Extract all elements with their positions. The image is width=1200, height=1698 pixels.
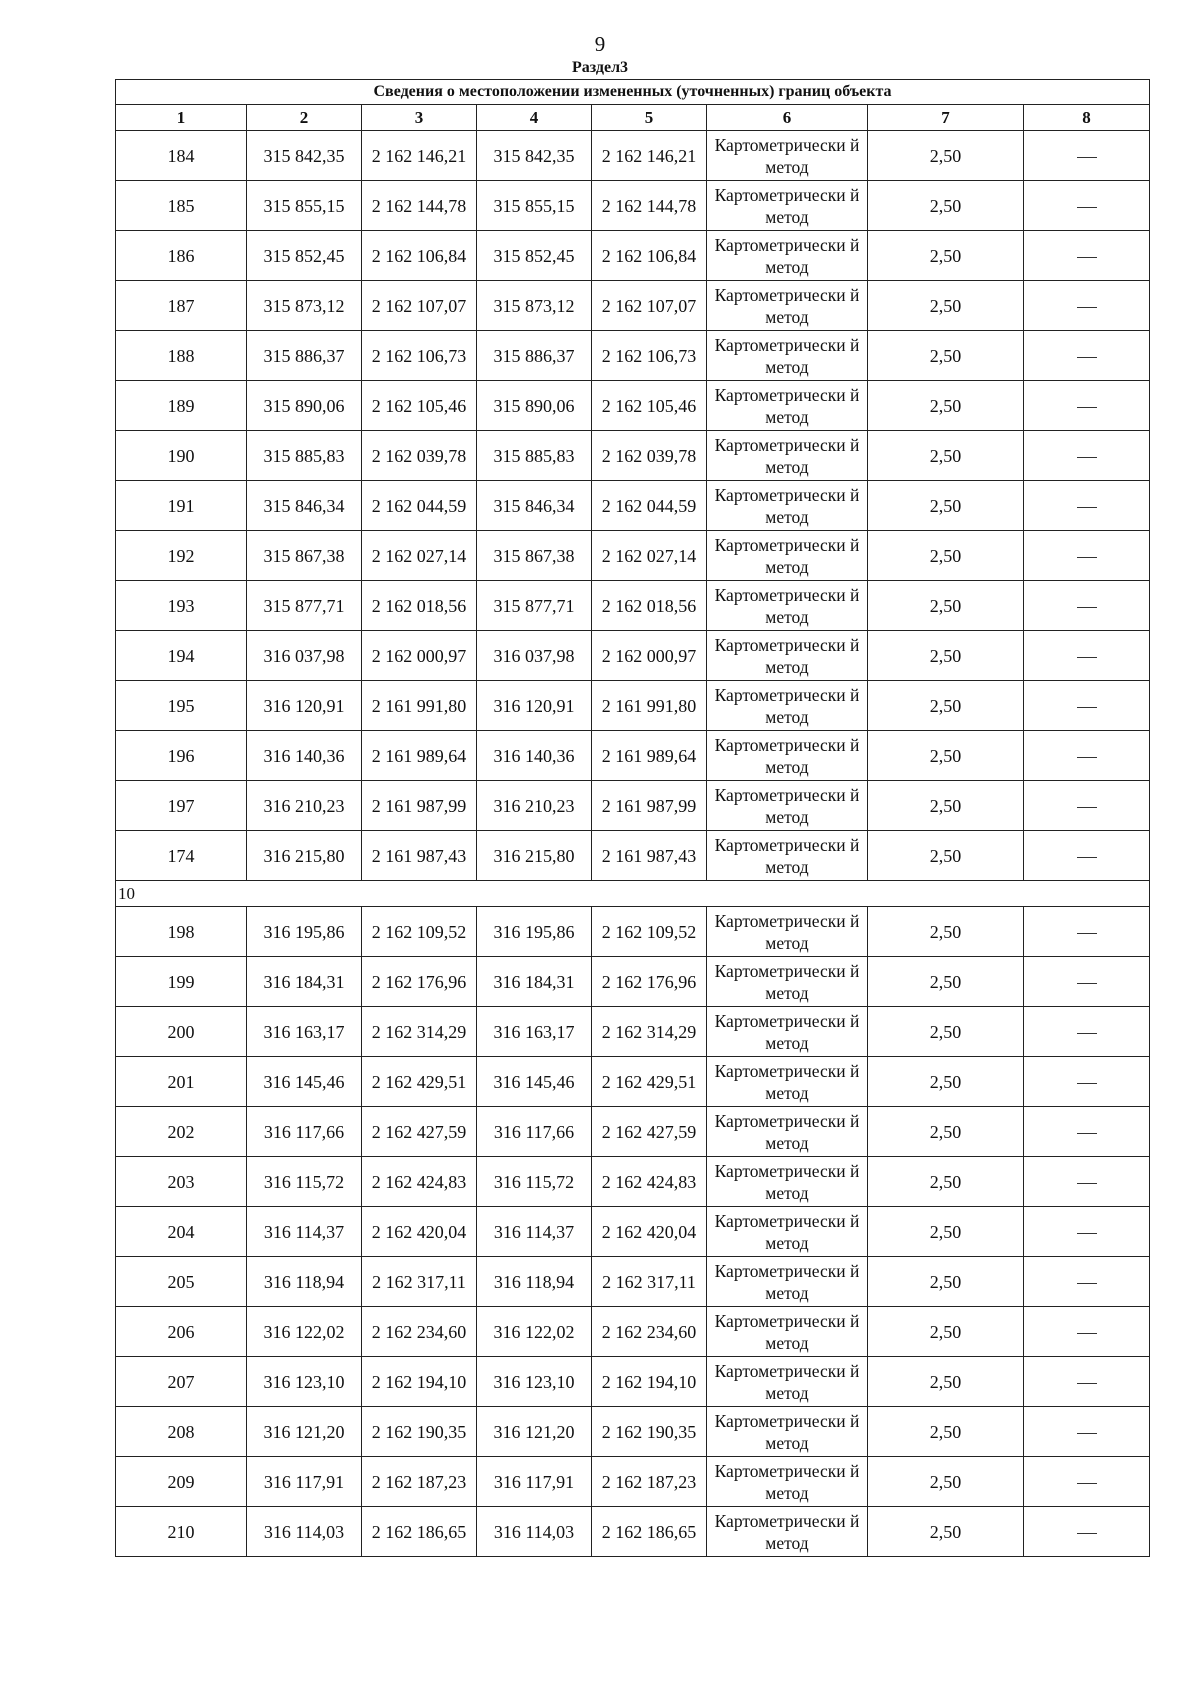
point-number-cell: 203 [116,1157,247,1207]
x-new-cell: 316 140,36 [477,731,592,781]
table-row [116,1457,1150,1507]
method-cell: Картометрически й метод [707,1157,868,1207]
table-row [116,1407,1150,1457]
description-cell [1024,1207,1150,1257]
accuracy-cell: 2,50 [868,1407,1024,1457]
y-old-cell: 2 162 018,56 [362,581,477,631]
point-number-cell: 195 [116,681,247,731]
method-cell: Картометрически й метод [707,231,868,281]
y-old-cell: 2 161 991,80 [362,681,477,731]
method-cell: Картометрически й метод [707,1357,868,1407]
accuracy-cell: 2,50 [868,831,1024,881]
dash-mark [1077,357,1097,358]
description-cell [1024,331,1150,381]
table-row [116,1357,1150,1407]
table-row [116,481,1150,531]
accuracy-cell: 2,50 [868,1357,1024,1407]
y-old-cell: 2 162 234,60 [362,1307,477,1357]
y-new-cell: 2 162 429,51 [592,1057,707,1107]
description-cell [1024,731,1150,781]
table-row [116,681,1150,731]
accuracy-cell: 2,50 [868,181,1024,231]
x-new-cell: 315 842,35 [477,131,592,181]
dash-mark [1077,1133,1097,1134]
x-new-cell: 315 846,34 [477,481,592,531]
x-new-cell: 316 121,20 [477,1407,592,1457]
column-number-row [116,105,1150,131]
description-cell [1024,1107,1150,1157]
x-new-cell: 316 037,98 [477,631,592,681]
y-old-cell: 2 162 420,04 [362,1207,477,1257]
table-row [116,907,1150,957]
table-row [116,531,1150,581]
point-number-cell: 193 [116,581,247,631]
x-new-cell: 316 195,86 [477,907,592,957]
y-new-cell: 2 161 987,99 [592,781,707,831]
x-old-cell: 316 037,98 [247,631,362,681]
x-new-cell: 316 215,80 [477,831,592,881]
point-number-cell: 191 [116,481,247,531]
description-cell [1024,431,1150,481]
table-row [116,1057,1150,1107]
description-cell [1024,781,1150,831]
dash-mark [1077,707,1097,708]
point-number-cell: 202 [116,1107,247,1157]
dash-mark [1077,607,1097,608]
point-number-cell: 194 [116,631,247,681]
column-number: 2 [247,105,362,131]
dash-mark [1077,1083,1097,1084]
table-row [116,581,1150,631]
x-old-cell: 316 122,02 [247,1307,362,1357]
column-number: 5 [592,105,707,131]
table-row [116,731,1150,781]
description-cell [1024,907,1150,957]
x-old-cell: 316 118,94 [247,1257,362,1307]
point-number-cell: 199 [116,957,247,1007]
point-number-cell: 186 [116,231,247,281]
method-cell: Картометрически й метод [707,1507,868,1557]
description-cell [1024,1457,1150,1507]
accuracy-cell: 2,50 [868,381,1024,431]
x-new-cell: 316 210,23 [477,781,592,831]
point-number-cell: 209 [116,1457,247,1507]
accuracy-cell: 2,50 [868,1057,1024,1107]
x-old-cell: 316 195,86 [247,907,362,957]
table-row [116,431,1150,481]
accuracy-cell: 2,50 [868,907,1024,957]
accuracy-cell: 2,50 [868,957,1024,1007]
table-row [116,781,1150,831]
description-cell [1024,1007,1150,1057]
method-cell: Картометрически й метод [707,731,868,781]
table-row [116,1107,1150,1157]
table-row [116,1207,1150,1257]
column-number: 6 [707,105,868,131]
method-cell: Картометрически й метод [707,1257,868,1307]
point-number-cell: 207 [116,1357,247,1407]
x-new-cell: 316 117,91 [477,1457,592,1507]
x-new-cell: 316 115,72 [477,1157,592,1207]
y-new-cell: 2 162 105,46 [592,381,707,431]
point-number-cell: 198 [116,907,247,957]
table-row [116,1007,1150,1057]
y-old-cell: 2 162 317,11 [362,1257,477,1307]
x-old-cell: 316 114,37 [247,1207,362,1257]
x-new-cell: 315 855,15 [477,181,592,231]
description-cell [1024,581,1150,631]
x-new-cell: 315 877,71 [477,581,592,631]
x-old-cell: 316 117,66 [247,1107,362,1157]
dash-mark [1077,1433,1097,1434]
point-number-cell: 190 [116,431,247,481]
x-old-cell: 315 885,83 [247,431,362,481]
description-cell [1024,381,1150,431]
y-old-cell: 2 162 144,78 [362,181,477,231]
description-cell [1024,681,1150,731]
y-new-cell: 2 162 000,97 [592,631,707,681]
point-number-cell: 174 [116,831,247,881]
description-cell [1024,1507,1150,1557]
x-new-cell: 316 163,17 [477,1007,592,1057]
description-cell [1024,957,1150,1007]
y-new-cell: 2 162 176,96 [592,957,707,1007]
x-new-cell: 316 120,91 [477,681,592,731]
accuracy-cell: 2,50 [868,1457,1024,1507]
point-number-cell: 185 [116,181,247,231]
accuracy-cell: 2,50 [868,231,1024,281]
accuracy-cell: 2,50 [868,631,1024,681]
x-old-cell: 316 120,91 [247,681,362,731]
table-row [116,381,1150,431]
method-cell: Картометрически й метод [707,381,868,431]
accuracy-cell: 2,50 [868,731,1024,781]
accuracy-cell: 2,50 [868,1307,1024,1357]
table-row [116,1257,1150,1307]
method-cell: Картометрически й метод [707,581,868,631]
method-cell: Картометрически й метод [707,631,868,681]
y-new-cell: 2 162 194,10 [592,1357,707,1407]
description-cell [1024,481,1150,531]
accuracy-cell: 2,50 [868,1107,1024,1157]
description-cell [1024,1257,1150,1307]
point-number-cell: 204 [116,1207,247,1257]
method-cell: Картометрически й метод [707,1057,868,1107]
x-new-cell: 315 890,06 [477,381,592,431]
x-old-cell: 316 121,20 [247,1407,362,1457]
x-old-cell: 315 877,71 [247,581,362,631]
dash-mark [1077,757,1097,758]
column-number: 1 [116,105,247,131]
accuracy-cell: 2,50 [868,431,1024,481]
table-row [116,631,1150,681]
x-new-cell: 316 123,10 [477,1357,592,1407]
y-new-cell: 2 162 106,84 [592,231,707,281]
x-new-cell: 315 867,38 [477,531,592,581]
column-number: 4 [477,105,592,131]
dash-mark [1077,1283,1097,1284]
dash-mark [1077,1533,1097,1534]
x-old-cell: 315 852,45 [247,231,362,281]
accuracy-cell: 2,50 [868,531,1024,581]
x-old-cell: 315 867,38 [247,531,362,581]
method-cell: Картометрически й метод [707,907,868,957]
y-old-cell: 2 162 106,84 [362,231,477,281]
accuracy-cell: 2,50 [868,131,1024,181]
dash-mark [1077,257,1097,258]
x-new-cell: 316 184,31 [477,957,592,1007]
accuracy-cell: 2,50 [868,481,1024,531]
y-new-cell: 2 162 107,07 [592,281,707,331]
table-row [116,831,1150,881]
dash-mark [1077,507,1097,508]
dash-mark [1077,407,1097,408]
y-new-cell: 2 162 144,78 [592,181,707,231]
x-new-cell: 316 118,94 [477,1257,592,1307]
x-new-cell: 315 886,37 [477,331,592,381]
table-caption: Сведения о местоположении измененных (уточненных) границ объекта [116,80,1150,105]
method-cell: Картометрически й метод [707,1107,868,1157]
description-cell [1024,1057,1150,1107]
x-old-cell: 315 890,06 [247,381,362,431]
y-new-cell: 2 162 187,23 [592,1457,707,1507]
y-old-cell: 2 162 190,35 [362,1407,477,1457]
x-new-cell: 315 852,45 [477,231,592,281]
table-row [116,1507,1150,1557]
method-cell: Картометрически й метод [707,831,868,881]
contour-group-row [116,881,1150,907]
point-number-cell: 208 [116,1407,247,1457]
x-old-cell: 315 855,15 [247,181,362,231]
accuracy-cell: 2,50 [868,581,1024,631]
y-new-cell: 2 162 234,60 [592,1307,707,1357]
method-cell: Картометрически й метод [707,781,868,831]
y-new-cell: 2 161 989,64 [592,731,707,781]
dash-mark [1077,657,1097,658]
description-cell [1024,1157,1150,1207]
y-old-cell: 2 161 987,43 [362,831,477,881]
description-cell [1024,281,1150,331]
x-old-cell: 315 886,37 [247,331,362,381]
point-number-cell: 197 [116,781,247,831]
dash-mark [1077,1183,1097,1184]
dash-mark [1077,1033,1097,1034]
table-row [116,1157,1150,1207]
description-cell [1024,1357,1150,1407]
dash-mark [1077,557,1097,558]
x-old-cell: 316 184,31 [247,957,362,1007]
accuracy-cell: 2,50 [868,681,1024,731]
y-old-cell: 2 161 987,99 [362,781,477,831]
y-new-cell: 2 162 317,11 [592,1257,707,1307]
x-old-cell: 316 163,17 [247,1007,362,1057]
table-row [116,231,1150,281]
page-number: 9 [594,32,606,56]
accuracy-cell: 2,50 [868,1507,1024,1557]
x-old-cell: 316 117,91 [247,1457,362,1507]
x-new-cell: 315 885,83 [477,431,592,481]
y-old-cell: 2 162 429,51 [362,1057,477,1107]
description-cell [1024,181,1150,231]
description-cell [1024,1307,1150,1357]
method-cell: Картометрически й метод [707,1007,868,1057]
y-new-cell: 2 162 146,21 [592,131,707,181]
dash-mark [1077,157,1097,158]
y-new-cell: 2 162 039,78 [592,431,707,481]
y-old-cell: 2 162 106,73 [362,331,477,381]
x-new-cell: 316 114,37 [477,1207,592,1257]
y-new-cell: 2 162 420,04 [592,1207,707,1257]
method-cell: Картометрически й метод [707,1307,868,1357]
y-new-cell: 2 162 424,83 [592,1157,707,1207]
y-new-cell: 2 162 190,35 [592,1407,707,1457]
x-new-cell: 316 145,46 [477,1057,592,1107]
dash-mark [1077,207,1097,208]
table-row [116,1307,1150,1357]
contour-number: 10 [116,881,1150,907]
method-cell: Картометрически й метод [707,181,868,231]
table-row [116,281,1150,331]
y-new-cell: 2 162 027,14 [592,531,707,581]
y-old-cell: 2 162 107,07 [362,281,477,331]
y-new-cell: 2 161 987,43 [592,831,707,881]
table-caption-row [116,80,1150,105]
x-old-cell: 316 140,36 [247,731,362,781]
y-old-cell: 2 162 027,14 [362,531,477,581]
accuracy-cell: 2,50 [868,281,1024,331]
point-number-cell: 189 [116,381,247,431]
x-old-cell: 315 873,12 [247,281,362,331]
x-new-cell: 316 117,66 [477,1107,592,1157]
method-cell: Картометрически й метод [707,281,868,331]
y-new-cell: 2 162 044,59 [592,481,707,531]
y-new-cell: 2 162 427,59 [592,1107,707,1157]
dash-mark [1077,307,1097,308]
y-new-cell: 2 162 106,73 [592,331,707,381]
accuracy-cell: 2,50 [868,1007,1024,1057]
point-number-cell: 196 [116,731,247,781]
table-row [116,957,1150,1007]
method-cell: Картометрически й метод [707,1207,868,1257]
x-old-cell: 316 114,03 [247,1507,362,1557]
y-new-cell: 2 161 991,80 [592,681,707,731]
x-new-cell: 316 114,03 [477,1507,592,1557]
x-old-cell: 316 115,72 [247,1157,362,1207]
y-new-cell: 2 162 314,29 [592,1007,707,1057]
method-cell: Картометрически й метод [707,957,868,1007]
accuracy-cell: 2,50 [868,781,1024,831]
dash-mark [1077,807,1097,808]
y-old-cell: 2 162 044,59 [362,481,477,531]
point-number-cell: 187 [116,281,247,331]
point-number-cell: 200 [116,1007,247,1057]
x-old-cell: 316 123,10 [247,1357,362,1407]
point-number-cell: 188 [116,331,247,381]
y-new-cell: 2 162 018,56 [592,581,707,631]
point-number-cell: 184 [116,131,247,181]
table-row [116,181,1150,231]
x-old-cell: 316 215,80 [247,831,362,881]
dash-mark [1077,933,1097,934]
column-number: 7 [868,105,1024,131]
y-new-cell: 2 162 186,65 [592,1507,707,1557]
y-new-cell: 2 162 109,52 [592,907,707,957]
description-cell [1024,531,1150,581]
section-title: Раздел3 [571,59,629,76]
x-new-cell: 315 873,12 [477,281,592,331]
dash-mark [1077,857,1097,858]
x-old-cell: 316 210,23 [247,781,362,831]
dash-mark [1077,1483,1097,1484]
y-old-cell: 2 162 000,97 [362,631,477,681]
dash-mark [1077,1383,1097,1384]
x-old-cell: 316 145,46 [247,1057,362,1107]
point-number-cell: 210 [116,1507,247,1557]
dash-mark [1077,1233,1097,1234]
dash-mark [1077,1333,1097,1334]
accuracy-cell: 2,50 [868,1207,1024,1257]
y-old-cell: 2 162 039,78 [362,431,477,481]
y-old-cell: 2 162 176,96 [362,957,477,1007]
description-cell [1024,831,1150,881]
table-row [116,131,1150,181]
description-cell [1024,1407,1150,1457]
y-old-cell: 2 162 109,52 [362,907,477,957]
dash-mark [1077,983,1097,984]
description-cell [1024,631,1150,681]
y-old-cell: 2 162 194,10 [362,1357,477,1407]
y-old-cell: 2 162 427,59 [362,1107,477,1157]
accuracy-cell: 2,50 [868,331,1024,381]
method-cell: Картометрически й метод [707,531,868,581]
point-number-cell: 192 [116,531,247,581]
y-old-cell: 2 162 187,23 [362,1457,477,1507]
accuracy-cell: 2,50 [868,1157,1024,1207]
description-cell [1024,231,1150,281]
y-old-cell: 2 161 989,64 [362,731,477,781]
boundary-coordinates-table [115,79,1150,1557]
dash-mark [1077,457,1097,458]
y-old-cell: 2 162 105,46 [362,381,477,431]
method-cell: Картометрически й метод [707,681,868,731]
y-old-cell: 2 162 146,21 [362,131,477,181]
method-cell: Картометрически й метод [707,481,868,531]
y-old-cell: 2 162 424,83 [362,1157,477,1207]
method-cell: Картометрически й метод [707,1457,868,1507]
x-old-cell: 315 842,35 [247,131,362,181]
description-cell [1024,131,1150,181]
point-number-cell: 201 [116,1057,247,1107]
method-cell: Картометрически й метод [707,131,868,181]
table-row [116,331,1150,381]
point-number-cell: 205 [116,1257,247,1307]
x-new-cell: 316 122,02 [477,1307,592,1357]
x-old-cell: 315 846,34 [247,481,362,531]
method-cell: Картометрически й метод [707,1407,868,1457]
method-cell: Картометрически й метод [707,331,868,381]
point-number-cell: 206 [116,1307,247,1357]
column-number: 8 [1024,105,1150,131]
column-number: 3 [362,105,477,131]
y-old-cell: 2 162 314,29 [362,1007,477,1057]
accuracy-cell: 2,50 [868,1257,1024,1307]
method-cell: Картометрически й метод [707,431,868,481]
y-old-cell: 2 162 186,65 [362,1507,477,1557]
